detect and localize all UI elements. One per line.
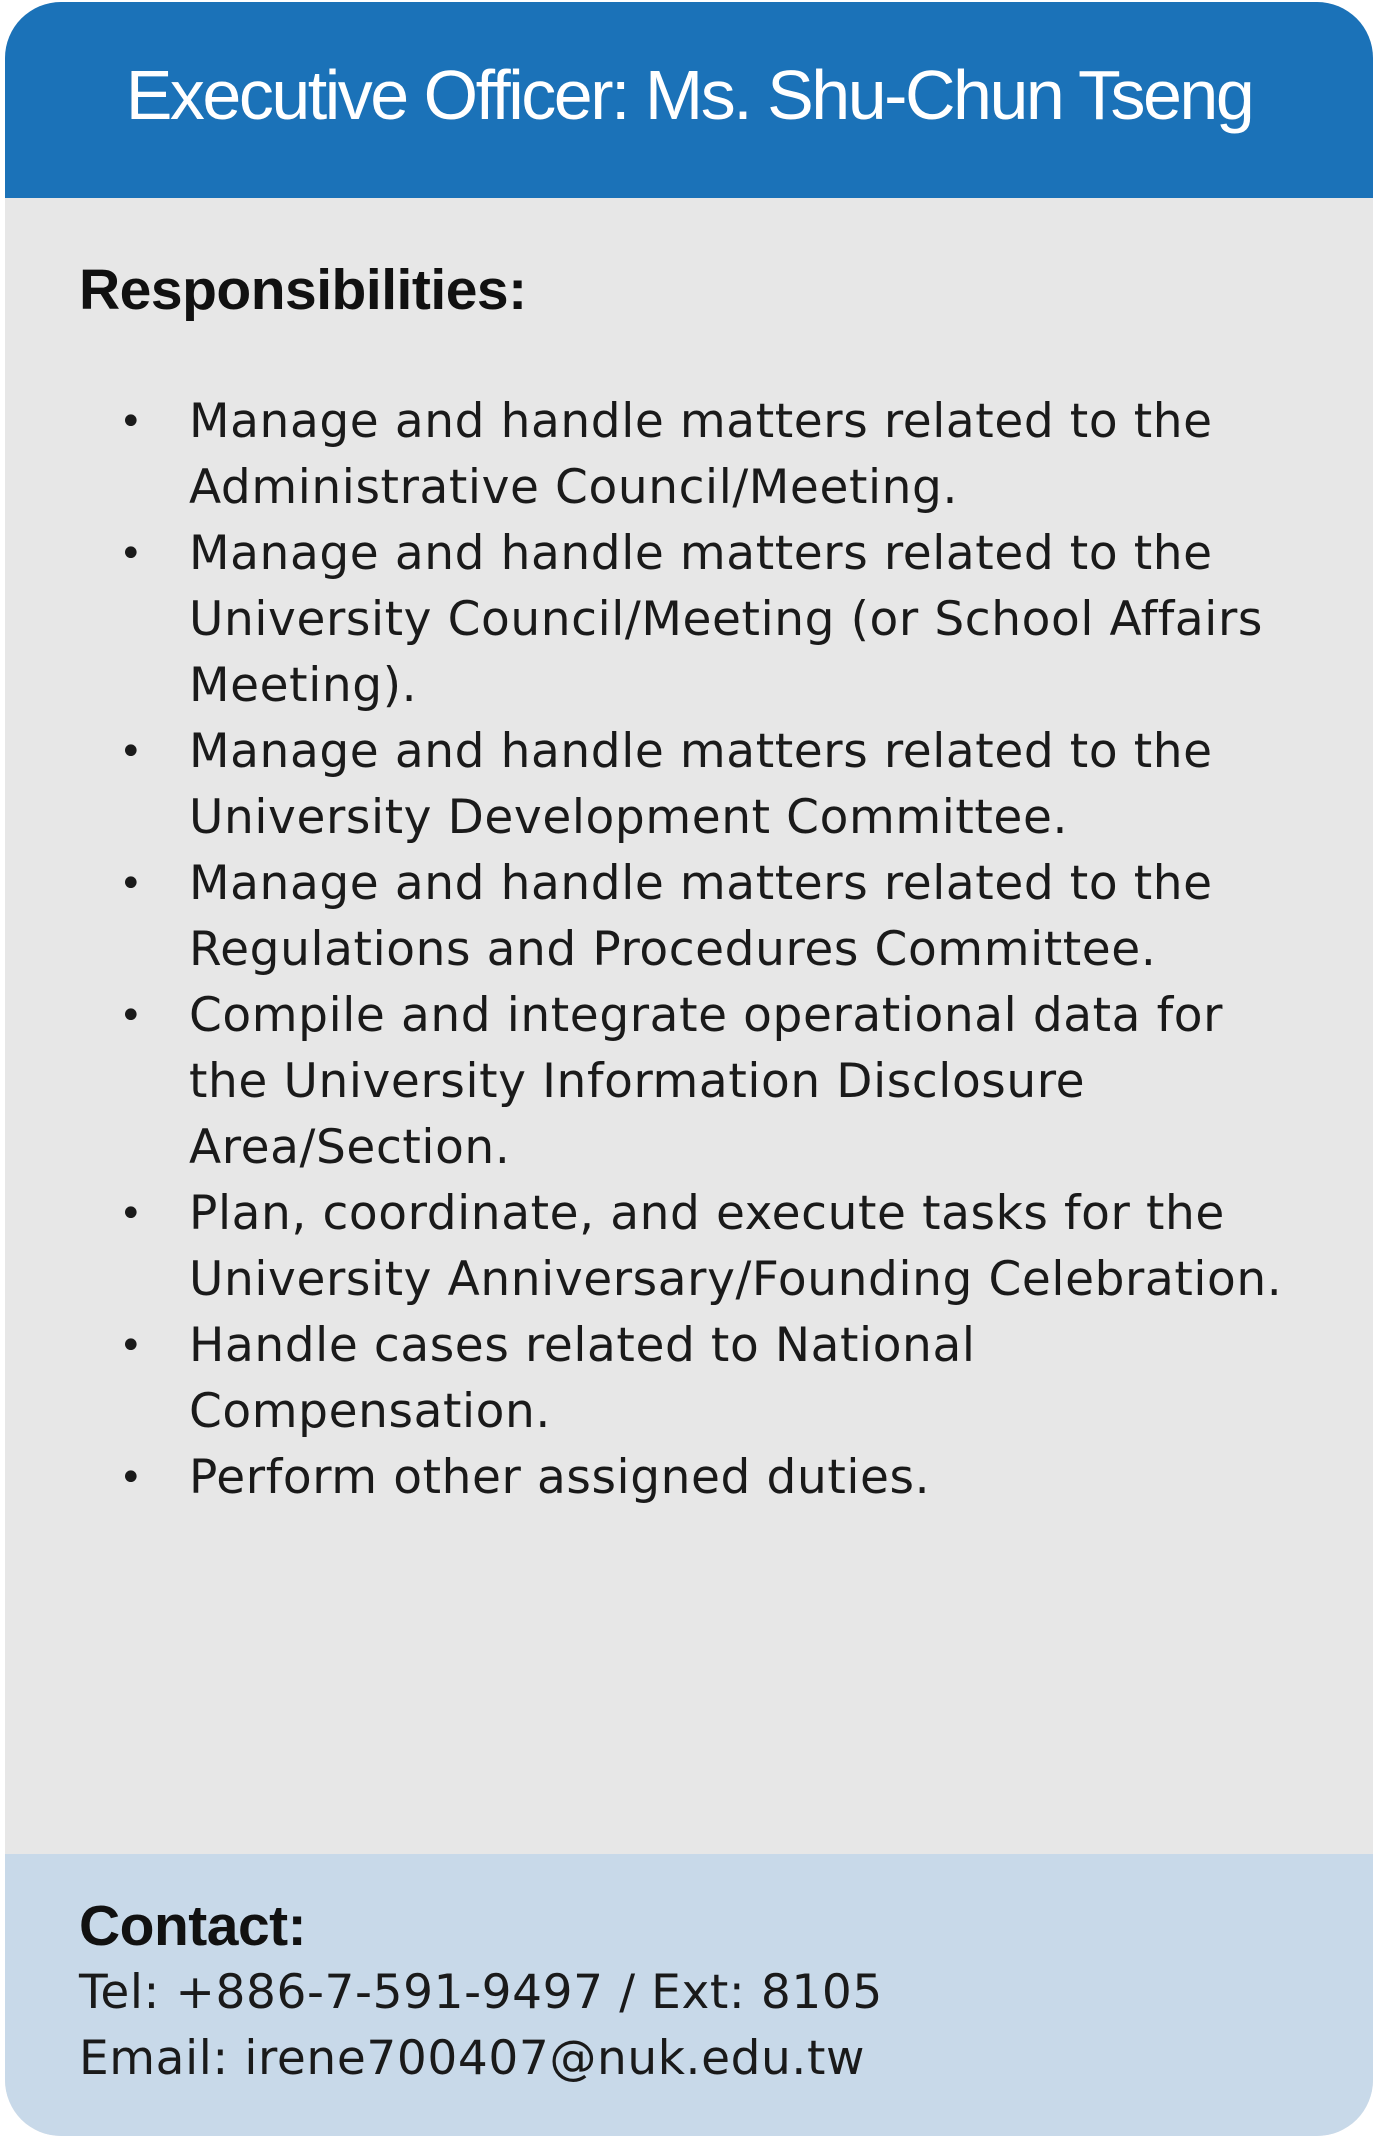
bullet-icon: •: [119, 531, 144, 577]
responsibilities-section: [5, 198, 1373, 1854]
list-item-text: Manage and handle matters related to the University Council/Meeting (or School Affairs Meeting).: [189, 526, 1263, 713]
list-item: [79, 851, 1299, 983]
responsibilities-heading: Responsibilities:: [79, 258, 527, 322]
list-item-text: Compile and integrate operational data for the University Information Disclosure Area/Section.: [189, 988, 1224, 1175]
card-header: [5, 2, 1373, 198]
responsibilities-list: [79, 389, 1303, 1511]
list-item: [79, 719, 1299, 851]
officer-title: Executive Officer: Ms. Shu-Chun Tseng: [125, 56, 1253, 134]
list-item: [79, 389, 1299, 521]
list-item-text: Handle cases related to National Compensation.: [189, 1318, 976, 1439]
bullet-icon: •: [119, 1191, 144, 1237]
contact-email: Email: irene700407@nuk.edu.tw: [79, 2030, 866, 2086]
bullet-icon: •: [119, 399, 144, 445]
list-item: [79, 1181, 1299, 1313]
bullet-icon: •: [119, 1455, 144, 1501]
bullet-icon: •: [119, 993, 144, 1039]
contact-tel: Tel: +886-7-591-9497 / Ext: 8105: [79, 1964, 883, 2020]
officer-card: [5, 2, 1373, 2136]
bullet-icon: •: [119, 1323, 144, 1369]
bullet-icon: •: [119, 729, 144, 775]
bullet-icon: •: [119, 861, 144, 907]
list-item-text: Manage and handle matters related to the Regulations and Procedures Committee.: [189, 856, 1213, 977]
list-item: [79, 983, 1299, 1181]
list-item-text: Manage and handle matters related to the University Development Committee.: [189, 724, 1213, 845]
list-item-text: Perform other assigned duties.: [189, 1450, 931, 1505]
contact-heading: Contact:: [79, 1894, 307, 1958]
list-item: [79, 1445, 1299, 1511]
contact-section: [5, 1854, 1373, 2136]
list-item: [79, 1313, 1299, 1445]
list-item: [79, 521, 1299, 719]
list-item-text: Manage and handle matters related to the Administrative Council/Meeting.: [189, 394, 1213, 515]
list-item-text: Plan, coordinate, and execute tasks for the University Anniversary/Founding Celebration.: [189, 1186, 1283, 1307]
